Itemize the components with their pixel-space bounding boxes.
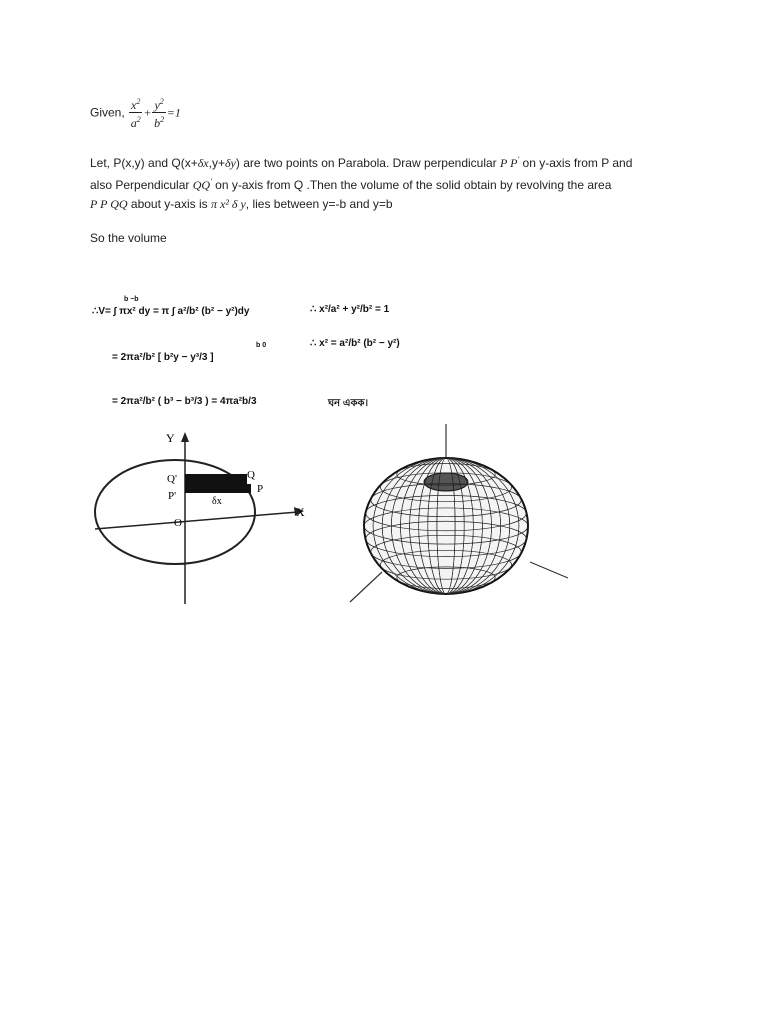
x-over-a-fraction: $\frac{x^2}{a^2}$ — [130, 97, 141, 130]
x-axis — [95, 512, 298, 529]
p-label: P — [257, 483, 264, 495]
ppqq-symbol: P P QQ — [90, 197, 128, 211]
side-equation-2: ∴ x² = a²/b² (b² − y²) — [310, 338, 400, 349]
paragraph-line-2: also Perpendicular QQ' on y-axis from Q .Then the volume of the solid obtain by revolving the area — [90, 177, 612, 192]
paragraph-line-1: Let, P(x,y) and Q(x+δx,y+δy) are two points on Parabola. Draw perpendicular P P' on y-axis from P and — [90, 155, 633, 170]
given-label: Given, — [90, 105, 125, 120]
pp-symbol: P P' — [500, 155, 520, 170]
given-line: Given, $\frac{x^2}{a^2}$ + $\frac{y^2}{b^2}$ =1 — [90, 97, 181, 130]
integral-limits-2: b 0 — [256, 342, 267, 349]
paragraph-line-3: P P QQ about y-axis is π x² δ y, lies between y=-b and y=b — [90, 197, 393, 211]
q-label: Q — [247, 469, 255, 481]
ellipsoid-figure — [348, 422, 578, 607]
diagonal-axis-back — [350, 572, 382, 602]
y-axis-label: Y — [166, 431, 175, 445]
integral-limits-1: b −b — [124, 296, 139, 303]
side-equation-1: ∴ x²/a² + y²/b² = 1 — [310, 304, 390, 315]
bengali-unit: ঘন একক। — [328, 398, 369, 409]
integral-line-3: = 2πa²/b² ( b³ − b³/3 ) = 4πa²b/3 — [112, 396, 257, 407]
ellipse-diagram — [90, 428, 320, 608]
volume-element: π x² δ y — [210, 197, 246, 211]
strip-lower — [185, 484, 251, 493]
y-over-b-fraction: $\frac{y^2}{b^2}$ — [154, 97, 165, 130]
qq-symbol: QQ' — [192, 177, 212, 192]
y-axis-arrow — [181, 432, 189, 442]
integral-line-2: = 2πa²/b² [ b²y − y³/3 ] — [112, 352, 214, 363]
horizontal-axis-right — [530, 562, 568, 578]
p-prime-label: P' — [168, 490, 177, 502]
origin-label: O — [174, 517, 182, 529]
dx-label: δx — [212, 496, 222, 507]
scanned-derivation — [88, 290, 408, 420]
integral-line-1: ∴V= ∫ πx² dy = π ∫ a²/b² (b² − y²)dy — [92, 306, 250, 317]
strip-upper — [185, 474, 247, 484]
so-the-volume: So the volume — [90, 231, 167, 245]
q-prime-label: Q' — [167, 473, 177, 485]
ellipsoid-mesh — [364, 458, 528, 594]
equals-one: =1 — [166, 105, 181, 120]
x-axis-label: X — [296, 505, 305, 519]
